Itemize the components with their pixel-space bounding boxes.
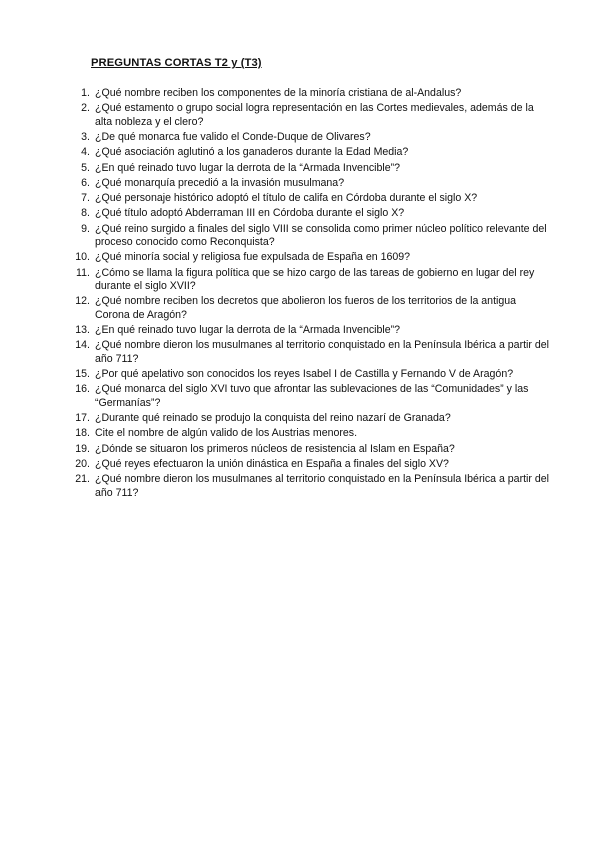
- question-number: 8.: [81, 207, 90, 220]
- question-item: [70, 223, 550, 250]
- question-text: ¿Qué reino surgido a finales del siglo VIII se consolida como primer núcleo político relevante del proceso conocido como Reconquista?: [95, 222, 547, 249]
- question-item: [70, 192, 550, 205]
- question-number: 9.: [81, 222, 90, 235]
- question-item: [70, 427, 550, 440]
- question-number: 12.: [75, 295, 90, 308]
- question-item: [70, 177, 550, 190]
- question-item: [70, 207, 550, 220]
- question-item: [70, 383, 550, 410]
- question-text: ¿Qué nombre dieron los musulmanes al territorio conquistado en la Península Ibérica a partir del año 711?: [95, 339, 550, 365]
- question-item: [70, 339, 550, 366]
- question-text: ¿Cómo se llama la figura política que se hizo cargo de las tareas de gobierno en lugar del rey durante el siglo XVII?: [95, 266, 535, 293]
- question-text: ¿Durante qué reinado se produjo la conquista del reino nazarí de Granada?: [95, 412, 451, 425]
- question-item: [70, 267, 550, 294]
- question-item: [70, 412, 550, 425]
- question-number: 10.: [75, 251, 90, 264]
- question-item: [70, 473, 550, 500]
- question-number: 4.: [81, 146, 90, 159]
- question-item: [70, 324, 550, 337]
- question-text: ¿Qué nombre dieron los musulmanes al territorio conquistado en la Península Ibérica a partir del año 711?: [95, 473, 550, 499]
- question-number: 7.: [81, 192, 90, 205]
- question-text: ¿Qué asociación aglutinó a los ganaderos durante la Edad Media?: [95, 146, 409, 159]
- question-item: [70, 458, 550, 471]
- question-list: [70, 87, 550, 502]
- question-text: ¿En qué reinado tuvo lugar la derrota de la “Armada Invencible”?: [95, 161, 401, 174]
- question-number: 5.: [81, 161, 90, 174]
- question-number: 11.: [76, 266, 90, 279]
- question-text: ¿Qué título adoptó Abderraman III en Córdoba durante el siglo X?: [95, 207, 405, 220]
- question-item: [70, 251, 550, 264]
- question-number: 1.: [81, 87, 90, 99]
- question-text: ¿Qué personaje histórico adoptó el título de califa en Córdoba durante el siglo X?: [95, 192, 478, 205]
- question-number: 20.: [75, 458, 90, 471]
- question-text: ¿Qué monarquía precedió a la invasión musulmana?: [95, 176, 345, 189]
- question-item: [70, 131, 550, 144]
- question-item: [70, 146, 550, 159]
- question-text: Cite el nombre de algún valido de los Austrias menores.: [95, 427, 358, 440]
- question-text: ¿Qué nombre reciben los componentes de la minoría cristiana de al-Andalus?: [95, 87, 462, 99]
- question-number: 16.: [75, 383, 90, 396]
- question-text: ¿De qué monarca fue valido el Conde-Duque de Olivares?: [95, 131, 371, 143]
- question-number: 3.: [81, 131, 90, 143]
- question-item: [70, 368, 550, 381]
- question-text: ¿Qué reyes efectuaron la unión dinástica en España a finales del siglo XV?: [95, 458, 449, 471]
- question-number: 18.: [75, 427, 90, 440]
- document-title: PREGUNTAS CORTAS T2 y (T3): [91, 57, 262, 69]
- question-number: 15.: [75, 368, 90, 381]
- question-text: ¿Qué estamento o grupo social logra representación en las Cortes medievales, además de la alta nobleza y el clero?: [95, 102, 534, 128]
- question-item: [70, 443, 550, 456]
- question-text: ¿Por qué apelativo son conocidos los reyes Isabel I de Castilla y Fernando V de Aragón?: [95, 368, 514, 381]
- question-number: 19.: [75, 442, 90, 455]
- question-text: ¿Qué nombre reciben los decretos que abolieron los fueros de los territorios de la antigua Corona de Aragón?: [95, 295, 517, 321]
- question-text: ¿Dónde se situaron los primeros núcleos de resistencia al Islam en España?: [95, 442, 455, 455]
- question-item: [70, 295, 550, 322]
- question-number: 2.: [81, 102, 90, 115]
- question-number: 13.: [75, 324, 90, 337]
- question-text: ¿Qué minoría social y religiosa fue expulsada de España en 1609?: [95, 251, 411, 264]
- question-number: 21.: [75, 473, 90, 486]
- question-number: 6.: [81, 176, 90, 189]
- question-number: 14.: [75, 339, 90, 352]
- question-number: 17.: [75, 412, 90, 425]
- question-item: [70, 102, 550, 129]
- question-item: [70, 162, 550, 175]
- question-text: ¿Qué monarca del siglo XVI tuvo que afrontar las sublevaciones de las “Comunidades” y las “Germanías”?: [95, 383, 529, 409]
- question-item: [70, 87, 550, 100]
- question-text: ¿En qué reinado tuvo lugar la derrota de la “Armada Invencible”?: [95, 324, 401, 337]
